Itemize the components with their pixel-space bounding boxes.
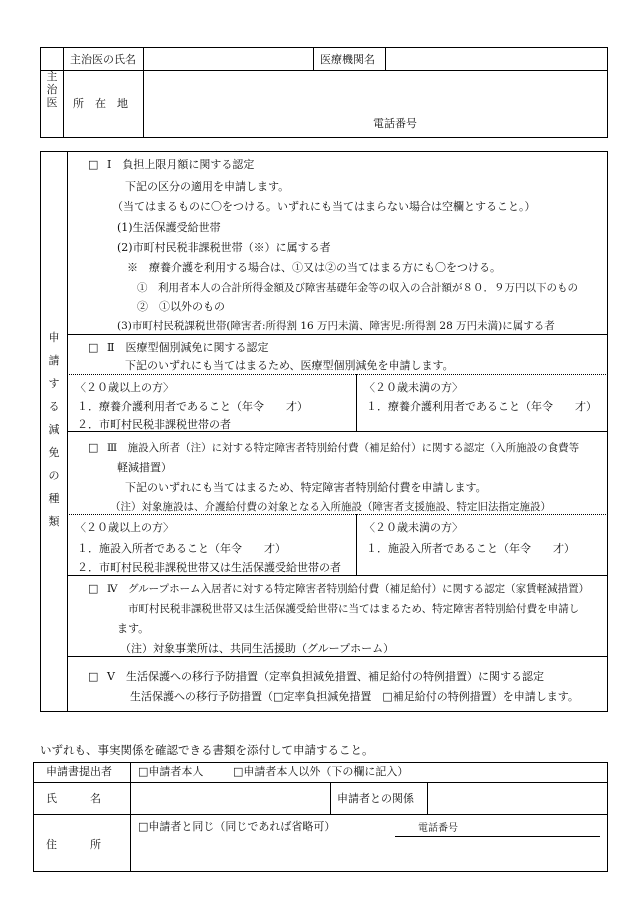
section-4-title: Ⅳ グループホーム入居者に対する特定障害者特別給付費（補足給付）に関する認定（家賃軽減措置） — [107, 583, 590, 595]
section-1-checkbox[interactable]: □ — [88, 158, 99, 171]
section-1-option-3[interactable]: (3)市町村民税課税世帯(障害者:所得割 16 万円未満、障害児:所得割 28 万円未満)に属する者 — [117, 320, 555, 332]
section-3-title-cont: 軽減措置） — [117, 461, 172, 474]
section-1-line-1: 下記の区分の適用を申請します。 — [125, 180, 290, 193]
relation-label: 申請者との関係 — [337, 792, 414, 805]
section-2-right-item-1: １．療養介護利用者であること（年令 才） — [366, 400, 597, 413]
section-1-sub-option-2[interactable]: ② ①以外のもの — [137, 300, 225, 313]
submitter-name-field[interactable] — [132, 784, 328, 813]
section-4-line-1: 市町村民税非課税世帯又は生活保護受給世帯に当てはまるため、特定障害者特別給付費を申請し — [128, 603, 580, 615]
section-1-option-2[interactable]: (2)市町村民税非課税世帯（※）に属する者 — [117, 241, 331, 254]
section-3-left-item-2: ２．市町村民税非課税世帯又は生活保護受給世帯の者 — [77, 561, 341, 574]
section-2-line-1: 下記のいずれにも当てはまるため、医療型個別減免を申請します。 — [125, 359, 454, 372]
section-5-line-1: 生活保護への移行予防措置（□定率負担減免措置 □補足給付の特例措置）を申請します。 — [130, 690, 579, 703]
section-2-left-head: 〈２０歳以上の方〉 — [75, 381, 174, 394]
section-1-line-2: （当てはまるものに〇をつける。いずれにも当てはまらない場合は空欄とすること。） — [112, 200, 536, 213]
doctor-side-label: 主 治 医 — [46, 70, 58, 109]
doctor-address-label: 所 在 地 — [73, 97, 128, 110]
relation-field[interactable] — [429, 784, 605, 813]
section-3-left-item-1: １．施設入所者であること（年令 才） — [77, 542, 286, 555]
section-2-checkbox[interactable]: □ — [88, 341, 99, 354]
types-side-label: 申 請 す る 減 免 の 種 類 — [48, 331, 60, 528]
section-3-checkbox[interactable]: □ — [88, 441, 99, 454]
section-4-line-2: ます。 — [117, 622, 150, 635]
section-3-note: （注）対象施設は、介護給付費の対象となる入所施設（障害者支援施設、特定旧法指定施設） — [110, 501, 551, 513]
submitter-other-option[interactable]: □申請者本人以外（下の欄に記入） — [233, 765, 409, 778]
section-4-note: （注）対象事業所は、共同生活援助（グループホーム） — [120, 642, 395, 655]
submitter-phone-label: 電話番号 — [418, 823, 458, 834]
section-3-title: Ⅲ 施設入所者（注）に対する特定障害者特別給付費（補足給付）に関する認定（入所施設の食費等 — [107, 442, 580, 454]
same-as-applicant-option[interactable]: □申請者と同じ（同じであれば省略可） — [138, 820, 336, 833]
section-2-right-head: 〈２０歳未満の方〉 — [364, 381, 463, 394]
section-3-right-item-1: １．施設入所者であること（年令 才） — [366, 542, 575, 555]
section-2-left-item-1: １．療養介護利用者であること（年令 才） — [77, 400, 308, 413]
section-2-title: Ⅱ 医療型個別減免に関する認定 — [107, 341, 269, 354]
submitter-label: 申請書提出者 — [46, 765, 112, 778]
submitter-address-label: 住 所 — [46, 838, 101, 851]
section-4-checkbox[interactable]: □ — [88, 582, 99, 595]
doctor-name-label: 主治医の氏名 — [70, 53, 136, 66]
doctor-name-field[interactable] — [145, 49, 311, 69]
submitter-address-field[interactable] — [132, 840, 605, 870]
section-1-sub-option-1[interactable]: ① 利用者本人の合計所得金額及び障害基礎年金等の収入の合計額が８０．９万円以下のもの — [137, 282, 578, 294]
section-3-right-head: 〈２０歳未満の方〉 — [364, 521, 463, 534]
section-3-line-1: 下記のいずれにも当てはまるため、特定障害者特別給付費を申請します。 — [125, 481, 487, 494]
submitter-self-option[interactable]: □申請者本人 — [138, 765, 204, 778]
institution-field[interactable] — [387, 49, 605, 69]
attachment-note: いずれも、事実関係を確認できる書類を添付して申請すること。 — [40, 743, 374, 757]
doctor-phone-label: 電話番号 — [373, 117, 417, 130]
section-1-title: Ⅰ 負担上限月額に関する認定 — [107, 158, 255, 171]
section-5-title: Ⅴ 生活保護への移行予防措置（定率負担減免措置、補足給付の特例措置）に関する認定 — [107, 670, 544, 683]
institution-label: 医療機関名 — [320, 53, 375, 66]
section-2-left-item-2: ２．市町村民税非課税世帯の者 — [77, 418, 231, 431]
section-3-left-head: 〈２０歳以上の方〉 — [75, 521, 174, 534]
submitter-name-label: 氏 名 — [46, 792, 101, 805]
section-1-note: ※ 療養介護を利用する場合は、①又は②の当てはまる方にも〇をつける。 — [127, 261, 501, 274]
section-5-checkbox[interactable]: □ — [88, 670, 99, 683]
section-1-option-1[interactable]: (1)生活保護受給世帯 — [117, 221, 221, 234]
